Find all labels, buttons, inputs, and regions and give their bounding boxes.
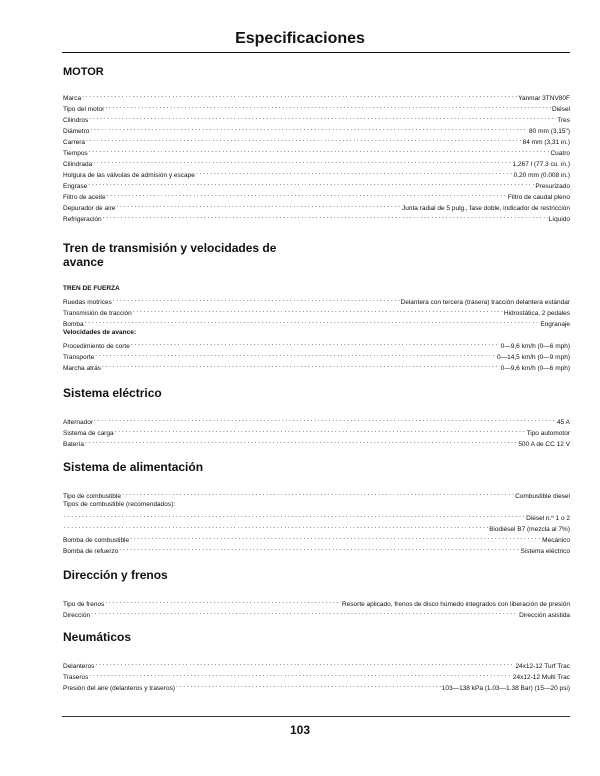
spec-row [63, 201, 570, 210]
spec-label: Bomba [63, 321, 84, 328]
spec-label: Marcha atrás [63, 365, 101, 372]
spec-row-label-only [63, 500, 570, 509]
spec-value: Mecánico [542, 537, 570, 544]
spec-label: Transmisión de tracción [63, 310, 132, 317]
spec-label: Presión del aire (delanteros y traseros) [63, 685, 175, 692]
spec-label: Batería [63, 441, 84, 448]
spec-value: 0—9,6 km/h (0—6 mph) [500, 365, 570, 372]
dot-leader [130, 533, 541, 542]
spec-value: Líquido [548, 216, 570, 223]
spec-row [63, 306, 570, 315]
spec-value: Junta radial de 5 pulg., fase doble, indicador de restricción [401, 205, 570, 212]
spec-value: Diésel n.º 1 o 2 [526, 515, 570, 522]
spec-row [63, 361, 570, 370]
spec-row [63, 146, 570, 155]
spec-label: Depurador de aire [63, 205, 116, 212]
spec-row [63, 102, 570, 111]
dot-leader [116, 201, 401, 210]
spec-value: Sistema eléctrico [520, 548, 570, 555]
spec-row [63, 212, 570, 221]
spec-row [63, 544, 570, 553]
spec-label: Bomba de combustible [63, 537, 130, 544]
title-divider [62, 52, 570, 53]
dot-leader [115, 426, 526, 435]
dot-leader [119, 544, 519, 553]
dot-leader [82, 91, 517, 100]
subheading-tren-fuerza: TREN DE FUERZA [63, 285, 120, 292]
dot-leader [85, 317, 540, 326]
spec-value: 1,267 l (77.3 cu. in.) [512, 161, 570, 168]
dot-leader [105, 597, 341, 606]
spec-row [63, 670, 570, 679]
spec-row [63, 489, 570, 498]
subheading-velocidades: Velocidades de avance: [63, 329, 136, 336]
spec-row [63, 135, 570, 144]
spec-label: Diámetro [63, 128, 90, 135]
spec-value: Cuatro [550, 150, 570, 157]
spec-row [63, 597, 570, 606]
dot-leader [196, 168, 513, 177]
spec-value: Yanmar 3TNV80F [518, 95, 570, 102]
dot-leader [102, 361, 500, 370]
spec-value: 80 mm (3,15") [529, 128, 570, 135]
section-heading-electrico: Sistema eléctrico [63, 386, 162, 400]
spec-label: Bomba de refuerzo [63, 548, 119, 555]
page-title: Especificaciones [235, 30, 365, 47]
spec-value: Delantera con tercera (trasera) tracción delantera estándar [400, 299, 570, 306]
dot-leader [89, 113, 556, 122]
spec-row [63, 190, 570, 199]
spec-value: 84 mm (3,31 in.) [522, 139, 570, 146]
spec-row [63, 124, 570, 133]
spec-label: Engrase [63, 183, 88, 190]
spec-label: Ruedas motrices [63, 299, 112, 306]
spec-label: Traseros [63, 674, 89, 681]
spec-row [63, 415, 570, 424]
spec-label: Delanteros [63, 663, 95, 670]
dot-leader [131, 339, 500, 348]
spec-label: Refrigeración [63, 216, 102, 223]
spec-label: Filtro de aceite [63, 194, 106, 201]
spec-value: Filtro de caudal pleno [507, 194, 570, 201]
spec-value: 500 A de CC 12 V [518, 441, 570, 448]
spec-row [63, 659, 570, 668]
dot-leader [95, 350, 496, 359]
spec-row [63, 522, 570, 531]
spec-row [63, 339, 570, 348]
spec-row [63, 533, 570, 542]
page-number: 103 [289, 723, 311, 737]
dot-leader [64, 511, 525, 520]
dot-leader [95, 659, 514, 668]
section-heading-line: Tren de transmisión y velocidades de [63, 241, 277, 255]
dot-leader [64, 522, 488, 531]
spec-label: Alternador [63, 419, 93, 426]
dot-leader [113, 295, 400, 304]
spec-row [63, 179, 570, 188]
spec-value: 0,20 mm (0.008 in.) [513, 172, 570, 179]
spec-label: Marca [63, 95, 82, 102]
spec-label: Tiempos [63, 150, 88, 157]
spec-value: 24x12-12 Turf Trac [515, 663, 570, 670]
spec-value: Hidrostática, 2 pedales [503, 310, 570, 317]
spec-value: Combustible diesel [515, 493, 570, 500]
section-heading-motor: MOTOR [63, 66, 104, 78]
spec-row [63, 295, 570, 304]
dot-leader [90, 124, 528, 133]
spec-row [63, 113, 570, 122]
spec-value: 45 A [556, 419, 570, 426]
spec-label: Tipo de frenos [63, 601, 105, 608]
spec-value: Engranaje [540, 321, 570, 328]
dot-leader [105, 102, 551, 111]
spec-row [63, 426, 570, 435]
spec-row [63, 157, 570, 166]
spec-value: 24x12-12 Multi Trac [512, 674, 570, 681]
dot-leader [88, 179, 534, 188]
spec-label: Tipos de combustible (recomendados): [63, 501, 176, 508]
dot-leader [86, 135, 522, 144]
spec-value: Biodiésel B7 (mezcla al 7%) [489, 526, 570, 533]
spec-row [63, 511, 570, 520]
spec-value: Tres [557, 117, 570, 124]
spec-value: Dirección asistida [519, 612, 570, 619]
spec-value: Resorte aplicado, frenos de disco húmedo integrados con liberación de presión [341, 601, 570, 608]
spec-label: Dirección [63, 612, 91, 619]
spec-row [63, 317, 570, 326]
dot-leader [133, 306, 503, 315]
section-heading-direccion: Dirección y frenos [63, 568, 168, 582]
spec-row [63, 437, 570, 446]
spec-row [63, 168, 570, 177]
spec-value: 0—9,6 km/h (0—6 mph) [500, 343, 570, 350]
dot-leader [89, 146, 550, 155]
spec-label: Tipo de combustible [63, 493, 121, 500]
spec-label: Cilindrada [63, 161, 93, 168]
spec-value: 103—138 kPa (1.03—1.38 Bar) (15—20 psi) [441, 685, 570, 692]
spec-row [63, 681, 570, 690]
spec-label: Transporte [63, 354, 95, 361]
spec-label: Carrera [63, 139, 86, 146]
spec-value: Presurizado [535, 183, 570, 190]
dot-leader [89, 670, 512, 679]
dot-leader [176, 681, 441, 690]
section-heading-neumaticos: Neumáticos [63, 630, 132, 644]
spec-label: Holgura de las válvulas de admisión y escape [63, 172, 195, 179]
section-heading-tren [63, 241, 276, 269]
spec-value: 0—14,5 km/h (0—9 mph) [497, 354, 570, 361]
footer-divider [62, 716, 570, 717]
spec-label: Procedimiento de corte [63, 343, 130, 350]
section-heading-alimentacion: Sistema de alimentación [63, 460, 204, 474]
dot-leader [91, 608, 518, 617]
spec-row [63, 91, 570, 100]
dot-leader [103, 212, 548, 221]
dot-leader [94, 415, 556, 424]
section-heading-line: avance [63, 255, 104, 269]
dot-leader [122, 489, 514, 498]
dot-leader [107, 190, 507, 199]
spec-value: Tipo automotor [526, 430, 570, 437]
spec-label: Tipo del motor [63, 106, 105, 113]
dot-leader [93, 157, 511, 166]
spec-label: Cilindros [63, 117, 89, 124]
dot-leader [85, 437, 517, 446]
spec-row [63, 608, 570, 617]
spec-label: Sistema de carga [63, 430, 114, 437]
spec-value: Diésel [551, 106, 570, 113]
spec-row [63, 350, 570, 359]
